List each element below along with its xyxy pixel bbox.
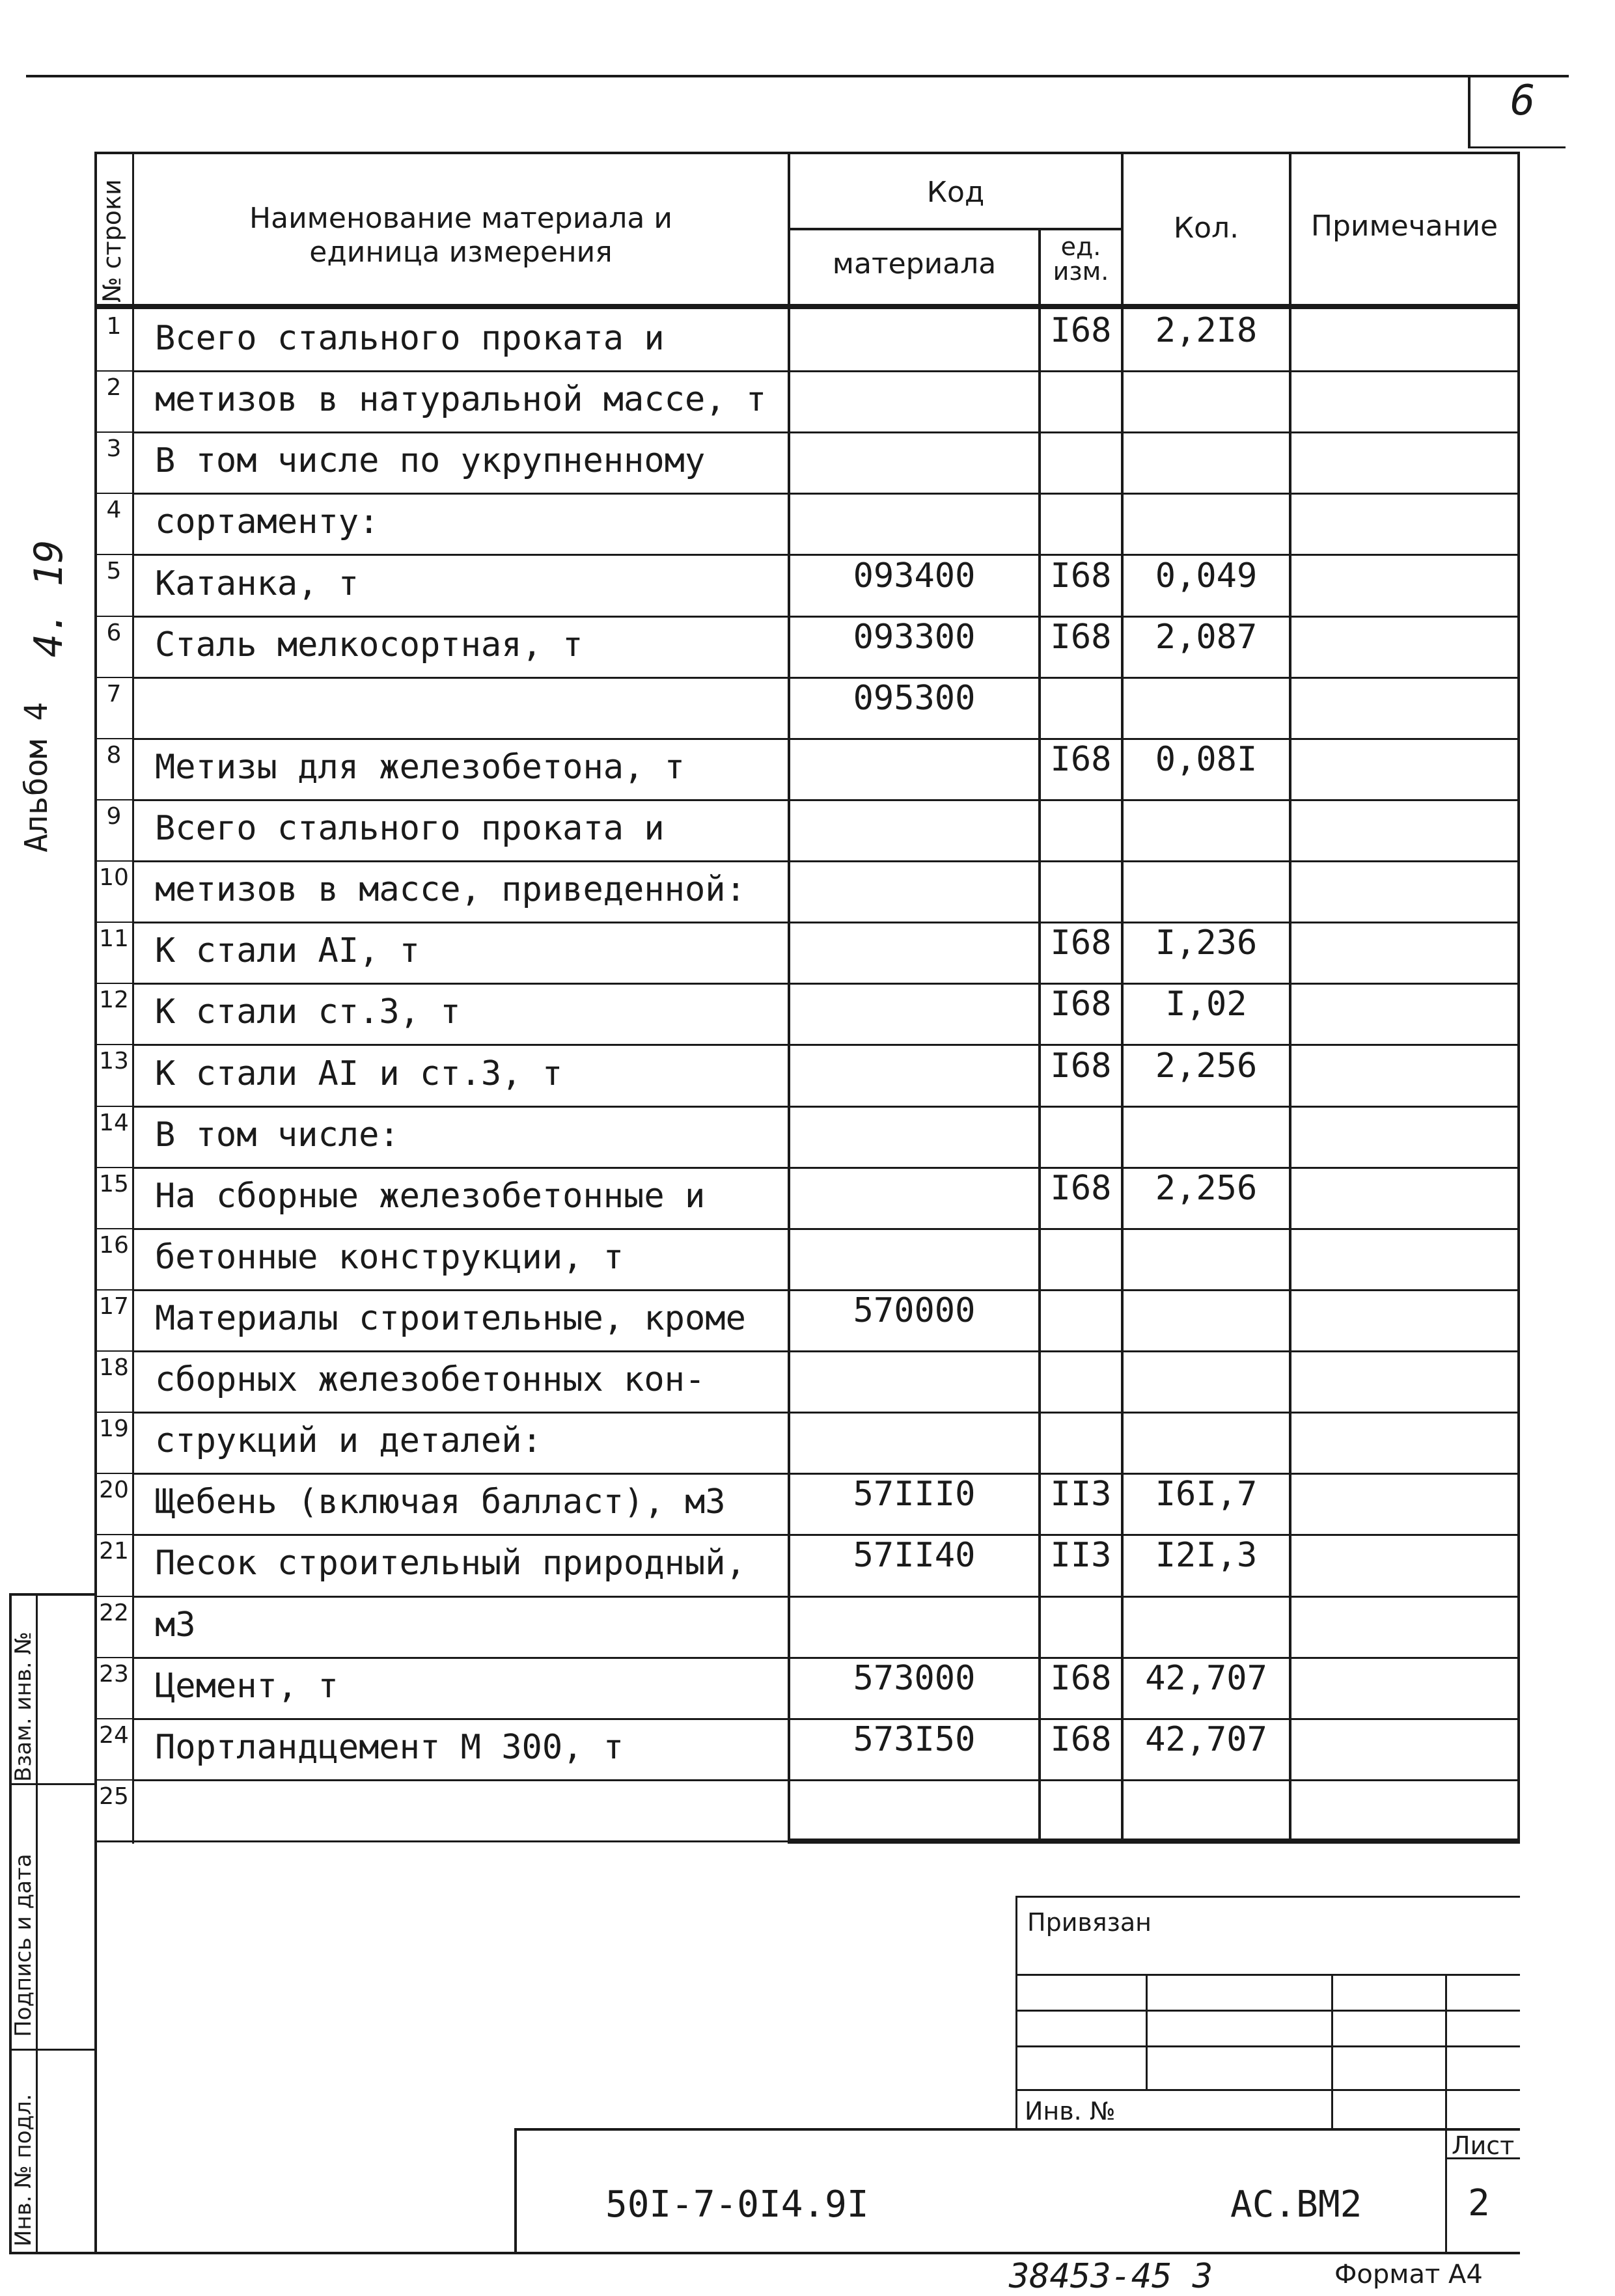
- row-number: 3: [106, 435, 122, 462]
- row-num-divider: [94, 431, 133, 433]
- row-number: 22: [99, 1600, 129, 1626]
- row-number: 2: [106, 374, 122, 401]
- row-number: 4: [106, 497, 122, 523]
- header-unit-line2: изм.: [1053, 257, 1109, 286]
- row-num-divider: [94, 860, 133, 862]
- row-name: Сталь мелкосортная, т: [155, 625, 583, 664]
- row-num-divider: [94, 1779, 133, 1781]
- row-name: Песок строительный природный,: [155, 1544, 746, 1583]
- row-number: 17: [99, 1293, 129, 1320]
- sheet-corner-number: 6: [1510, 77, 1536, 125]
- header-unit-line1: ед.: [1060, 232, 1101, 261]
- row-name: бетонные конструкции, т: [155, 1238, 624, 1277]
- top-rule: [26, 75, 1569, 77]
- header-name-line2: единица измерения: [309, 236, 613, 269]
- row-name: Всего стального проката и: [155, 319, 665, 358]
- row-code: 570000: [853, 1291, 976, 1330]
- row-number: 18: [99, 1354, 129, 1381]
- row-num-divider: [94, 493, 133, 494]
- corner-box-left: [1468, 75, 1470, 148]
- row-num-divider: [94, 1473, 133, 1474]
- row-name: метизов в массе, приведенной:: [155, 870, 746, 909]
- row-num-divider: [94, 1106, 133, 1107]
- row-divider: [132, 860, 1519, 862]
- row-num-divider: [94, 1289, 133, 1291]
- row-number: 19: [99, 1415, 129, 1442]
- row-num-divider: [94, 1167, 133, 1168]
- row-number: 11: [99, 925, 129, 952]
- row-unit: I68: [1050, 311, 1112, 350]
- row-divider: [132, 1412, 1519, 1414]
- row-divider: [132, 1596, 1519, 1598]
- row-name: Материалы строительные, кроме: [155, 1299, 746, 1338]
- row-unit: I68: [1050, 1659, 1112, 1698]
- row-code: 095300: [853, 679, 976, 718]
- row-unit: I68: [1050, 740, 1112, 779]
- row-num-divider: [94, 799, 133, 800]
- row-divider: [132, 922, 1519, 923]
- row-divider: [132, 738, 1519, 740]
- row-num-divider: [94, 983, 133, 984]
- row-name: Катанка, т: [155, 564, 359, 603]
- header-qty: Кол.: [1173, 212, 1239, 245]
- stamp-sheet-no: 2: [1468, 2182, 1490, 2224]
- row-name: Портландцемент М 300, т: [155, 1728, 624, 1767]
- row-unit: I68: [1050, 618, 1112, 657]
- row-number: 13: [99, 1048, 129, 1074]
- row-num-divider: [94, 554, 133, 555]
- corner-box-bottom: [1468, 146, 1566, 148]
- row-qty: 0,049: [1155, 556, 1258, 595]
- side-stamp-replace-inv: Взам. инв. №: [10, 1632, 36, 1782]
- row-num-divider: [94, 1350, 133, 1352]
- row-code: 57II40: [853, 1536, 976, 1575]
- row-code: 57III0: [853, 1475, 976, 1514]
- row-num-divider: [94, 1596, 133, 1597]
- side-page: 4. 19: [26, 540, 72, 657]
- row-divider: [132, 1350, 1519, 1352]
- row-qty: I6I,7: [1155, 1475, 1258, 1514]
- row-divider: [132, 983, 1519, 985]
- row-number: 10: [99, 864, 129, 891]
- row-unit: I68: [1050, 1169, 1112, 1208]
- row-divider: [132, 1228, 1519, 1230]
- header-note: Примечание: [1310, 210, 1498, 243]
- row-name: Цемент, т: [155, 1667, 338, 1706]
- row-qty: I,02: [1165, 985, 1247, 1024]
- row-qty: 2,2I8: [1155, 311, 1258, 350]
- row-qty: 2,256: [1155, 1169, 1258, 1208]
- row-qty: 2,087: [1155, 618, 1258, 657]
- row-num-divider: [94, 1718, 133, 1719]
- row-number: 16: [99, 1232, 129, 1259]
- row-number: 9: [106, 803, 122, 830]
- row-unit: I68: [1050, 985, 1112, 1024]
- row-number: 14: [99, 1110, 129, 1136]
- row-number: 15: [99, 1171, 129, 1197]
- header-name-line1: Наименование материала и: [249, 202, 672, 235]
- row-divider: [132, 1044, 1519, 1046]
- row-code: 093400: [853, 556, 976, 595]
- row-divider: [132, 493, 1519, 495]
- row-qty: 2,256: [1155, 1046, 1258, 1086]
- row-number: 7: [106, 681, 122, 707]
- row-name: метизов в натуральной массе, т: [155, 380, 767, 419]
- header-material: материала: [832, 247, 997, 280]
- row-num-divider: [94, 1044, 133, 1045]
- row-name: В том числе по укрупненному: [155, 441, 706, 480]
- row-name: В том числе:: [155, 1115, 400, 1155]
- row-num-divider: [94, 1228, 133, 1229]
- row-unit: I68: [1050, 923, 1112, 963]
- row-name: Всего стального проката и: [155, 809, 665, 848]
- row-code: 093300: [853, 618, 976, 657]
- row-number: 5: [106, 558, 122, 584]
- row-num-divider: [94, 1412, 133, 1413]
- side-stamp-inv-orig: Инв. № подл.: [10, 2094, 36, 2247]
- row-unit: I68: [1050, 556, 1112, 595]
- row-unit: I68: [1050, 1046, 1112, 1086]
- row-name: К стали AI и ст.3, т: [155, 1054, 563, 1093]
- row-number: 20: [99, 1477, 129, 1503]
- row-divider: [132, 431, 1519, 433]
- row-number: 1: [106, 313, 122, 340]
- row-num-divider: [94, 616, 133, 617]
- row-number: 25: [99, 1783, 129, 1810]
- row-code: 573I50: [853, 1720, 976, 1759]
- row-divider: [132, 799, 1519, 801]
- stamp-doc-mark: АС.ВМ2: [1230, 2183, 1362, 2226]
- row-unit: I68: [1050, 1720, 1112, 1759]
- row-name: струкций и деталей:: [155, 1421, 542, 1460]
- row-num-divider: [94, 1657, 133, 1658]
- side-stamp-sign-date: Подпись и дата: [10, 1853, 36, 2037]
- row-num-divider: [94, 1534, 133, 1535]
- row-name: сборных железобетонных кон-: [155, 1360, 706, 1399]
- row-name: К стали AI, т: [155, 931, 420, 970]
- row-divider: [132, 1779, 1519, 1781]
- side-album: Альбом 4: [18, 702, 55, 853]
- row-qty: I,236: [1155, 923, 1258, 963]
- stamp-inv-label: Инв. №: [1025, 2097, 1116, 2125]
- row-number: 12: [99, 987, 129, 1013]
- footer-order: 38453-45 3: [1009, 2257, 1213, 2296]
- row-name: На сборные железобетонные и: [155, 1177, 706, 1216]
- header-code: Код: [926, 176, 985, 209]
- row-name: К стали ст.3, т: [155, 992, 461, 1032]
- row-num-divider: [94, 738, 133, 739]
- row-divider: [132, 1167, 1519, 1169]
- row-divider: [132, 554, 1519, 556]
- row-code: 573000: [853, 1659, 976, 1698]
- row-qty: 42,707: [1145, 1720, 1267, 1759]
- row-name: Щебень (включая балласт), м3: [155, 1483, 726, 1522]
- row-number: 6: [106, 620, 122, 646]
- row-qty: I2I,3: [1155, 1536, 1258, 1575]
- row-qty: 42,707: [1145, 1659, 1267, 1698]
- row-number: 23: [99, 1661, 129, 1688]
- header-row-no: № строки: [98, 179, 126, 303]
- stamp-bound-label: Привязан: [1027, 1908, 1152, 1937]
- row-number: 24: [99, 1722, 129, 1749]
- row-name: Метизы для железобетона, т: [155, 748, 685, 787]
- row-number: 21: [99, 1538, 129, 1565]
- row-num-divider: [94, 677, 133, 678]
- stamp-sheet-label: Лист: [1452, 2131, 1515, 2160]
- row-number: 8: [106, 742, 122, 769]
- row-num-divider: [94, 922, 133, 923]
- stamp-doc-code: 50I-7-0I4.9I: [605, 2183, 869, 2226]
- row-unit: II3: [1050, 1475, 1112, 1514]
- row-divider: [132, 370, 1519, 372]
- row-unit: II3: [1050, 1536, 1112, 1575]
- footer-format: Формат А4: [1334, 2260, 1483, 2289]
- row-name: сортаменту:: [155, 502, 380, 541]
- row-name: м3: [155, 1606, 196, 1645]
- row-num-divider: [94, 370, 133, 372]
- row-qty: 0,08I: [1155, 740, 1258, 779]
- row-divider: [132, 1106, 1519, 1108]
